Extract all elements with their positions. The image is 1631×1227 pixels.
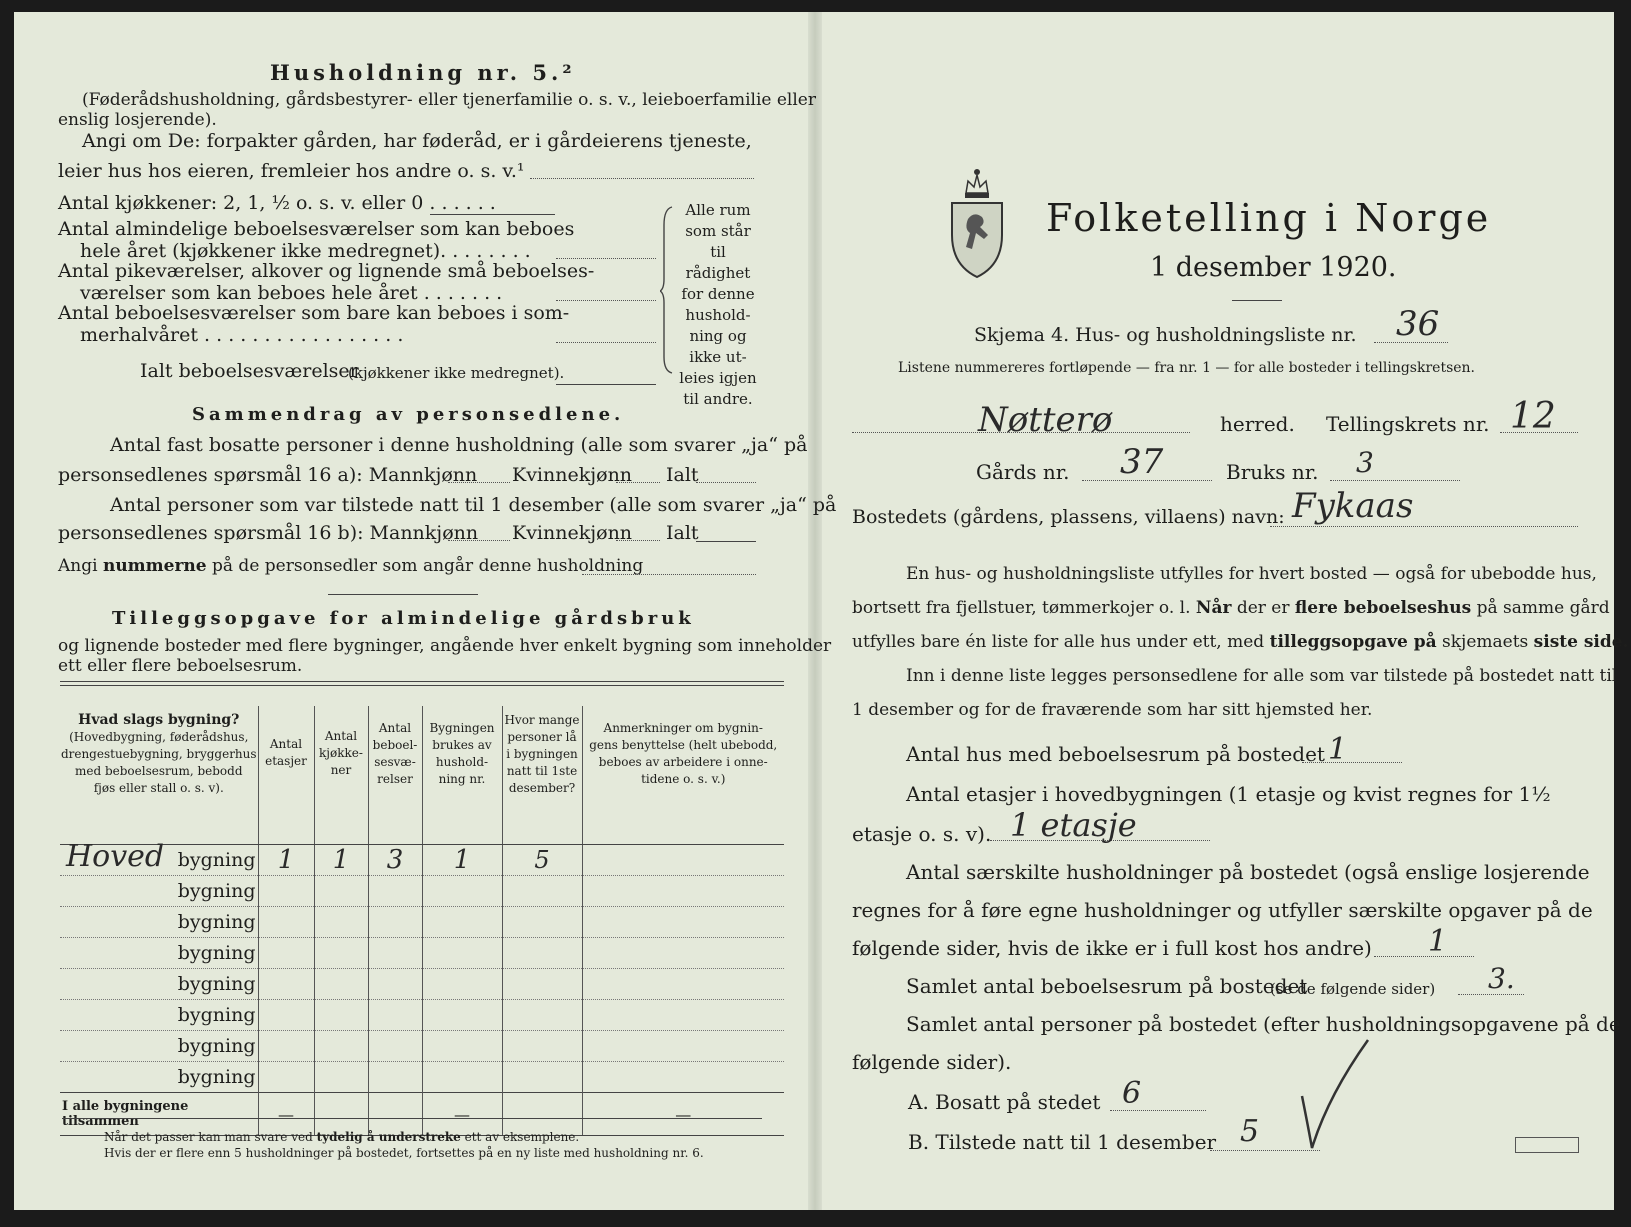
rooms-kjokkener: Antal kjøkkener: 2, 1, ½ o. s. v. eller 0 . . . . . . bbox=[58, 192, 496, 214]
col-head-line: desember? bbox=[508, 781, 576, 795]
footnote-1 bbox=[104, 1130, 579, 1144]
table-cell bbox=[582, 876, 784, 907]
total-label: I alle bygningene tilsammen bbox=[60, 1093, 258, 1136]
kvinnekjonn-a-line bbox=[616, 482, 660, 483]
col-head-etasjer bbox=[258, 706, 314, 845]
coat-of-arms-icon bbox=[946, 163, 1008, 279]
col-head-line: personer lå bbox=[507, 730, 577, 744]
info-line-2a: bortsett fra fjellstuer, tømmerkojer o. l. bbox=[852, 598, 1191, 618]
table-cell bbox=[422, 1031, 502, 1062]
col-head-building-sub: (Hovedbygning, føderådshus, bbox=[69, 730, 249, 744]
samlet-rum-note: (se de følgende sider) bbox=[1270, 980, 1436, 998]
col-head-line: Antal bbox=[324, 729, 358, 743]
building-cell: bygning bbox=[60, 876, 258, 907]
col-head-personer bbox=[502, 706, 582, 845]
printer-stamp bbox=[1515, 1137, 1579, 1153]
col-head-building-sub: drengestuebygning, bryggerhus bbox=[60, 747, 257, 761]
table-cell bbox=[258, 876, 314, 907]
table-cell bbox=[314, 1062, 368, 1093]
ialt-a-line bbox=[696, 482, 756, 483]
info-line-2 bbox=[852, 598, 1610, 618]
bruks-line bbox=[1330, 480, 1460, 481]
table-row bbox=[60, 969, 784, 1000]
building-cell bbox=[60, 839, 258, 876]
rooms-som-2: merhalvåret . . . . . . . . . . . . . . . . . bbox=[80, 324, 404, 346]
col-head-line: Bygningen bbox=[429, 721, 495, 735]
side-note-brace bbox=[660, 205, 676, 375]
samlet-rum-label: Samlet antal beboelsesrum på bostedet bbox=[906, 974, 1308, 998]
col-head-line: etasjer bbox=[265, 754, 307, 768]
info-line-2e: på samme gård bbox=[1476, 598, 1610, 618]
bosted-line bbox=[1270, 526, 1578, 527]
check-mark-icon bbox=[1298, 1036, 1378, 1156]
side-note-line: til andre. bbox=[683, 390, 753, 408]
col-head-line: relser bbox=[377, 772, 413, 786]
herred-label: herred. bbox=[1220, 412, 1295, 436]
tilstede-label: B. Tilstede natt til 1 desember bbox=[908, 1130, 1217, 1154]
samlet-pers-line-2: følgende sider). bbox=[852, 1050, 1012, 1074]
building-cell: bygning bbox=[60, 1031, 258, 1062]
total-etasjer: — bbox=[258, 1093, 314, 1136]
kvinnekjonn-a-label: Kvinnekjønn bbox=[512, 464, 633, 486]
mannkjonn-a-line bbox=[448, 482, 510, 483]
table-cell bbox=[582, 969, 784, 1000]
sarskilte-line-1: Antal særskilte husholdninger på bostedet (også enslige losjerende bbox=[906, 860, 1590, 884]
table-cell bbox=[502, 1031, 582, 1062]
table-cell bbox=[422, 938, 502, 969]
col-head-line: ner bbox=[330, 763, 352, 777]
table-row bbox=[60, 1062, 784, 1093]
col-head-building-type bbox=[60, 706, 258, 845]
table-cell bbox=[502, 876, 582, 907]
table-cell bbox=[422, 1062, 502, 1093]
col-head-vaerelser bbox=[368, 706, 422, 845]
etasjer-cell: 1 bbox=[258, 845, 314, 876]
col-head-line: hushold- bbox=[435, 755, 489, 769]
gards-value: 37 bbox=[1120, 442, 1164, 482]
table-row bbox=[60, 938, 784, 969]
table-cell bbox=[258, 938, 314, 969]
col-head-line: Antal bbox=[378, 721, 412, 735]
table-row bbox=[60, 1031, 784, 1062]
building-cell: bygning bbox=[60, 1062, 258, 1093]
table-cell bbox=[314, 907, 368, 938]
info-line-2c: der er bbox=[1236, 598, 1290, 618]
title-divider bbox=[1232, 300, 1282, 301]
table-cell bbox=[582, 1000, 784, 1031]
footnote-1a: Når det passer kan man svare ved bbox=[104, 1130, 313, 1144]
summary-line-1: Antal fast bosatte personer i denne husholdning (alle som svarer „ja“ på bbox=[110, 434, 808, 456]
bosted-label: Bostedets (gårdens, plassens, villaens) navn: bbox=[852, 506, 1285, 528]
skjema-label: Skjema 4. Hus- og husholdningsliste nr. bbox=[974, 324, 1357, 346]
intro-line-2: enslig losjerende). bbox=[58, 110, 217, 130]
building-cell: bygning bbox=[60, 938, 258, 969]
side-note-line: rådighet bbox=[685, 264, 751, 282]
rooms-alm-2: hele året (kjøkkener ikke medregnet). . . . . . . . bbox=[80, 240, 531, 262]
table-row bbox=[60, 1000, 784, 1031]
table-cell bbox=[582, 1062, 784, 1093]
bosatt-value: 6 bbox=[1122, 1076, 1142, 1111]
table-cell bbox=[422, 876, 502, 907]
hus-label: Antal hus med beboelsesrum på bostedet bbox=[906, 742, 1325, 766]
table-cell bbox=[314, 1000, 368, 1031]
table-cell bbox=[368, 1000, 422, 1031]
sarskilte-line-2: regnes for å føre egne husholdninger og utfyller særskilte opgaver på de bbox=[852, 898, 1593, 922]
table-cell bbox=[422, 969, 502, 1000]
col-head-line: tidene o. s. v.) bbox=[641, 772, 726, 786]
info-line-3b: tilleggsopgave på bbox=[1269, 632, 1437, 652]
table-cell bbox=[582, 1031, 784, 1062]
table-top-rule-1 bbox=[60, 681, 784, 682]
summary-line-2: personsedlenes spørsmål 16 a): Mannkjønn bbox=[58, 464, 478, 486]
info-line-5: 1 desember og for de fraværende som har sitt hjemsted her. bbox=[852, 700, 1373, 720]
col-head-line: Antal bbox=[269, 737, 303, 751]
col-head-line: i bygningen bbox=[506, 747, 578, 761]
rooms-ialt: Ialt beboelsesværelser bbox=[140, 360, 359, 382]
table-cell bbox=[368, 907, 422, 938]
col-head-anmerkninger bbox=[582, 706, 784, 845]
col-head-line: beboes av arbeidere i onne- bbox=[598, 755, 768, 769]
table-cell bbox=[368, 1031, 422, 1062]
side-note-line: Alle rum bbox=[685, 201, 751, 219]
table-cell bbox=[502, 938, 582, 969]
census-title: Folketelling i Norge bbox=[1046, 196, 1492, 240]
angi-nummerne bbox=[58, 556, 643, 576]
ialt-line bbox=[556, 384, 656, 385]
pike-line bbox=[556, 300, 656, 301]
liste-nr-value: 36 bbox=[1396, 304, 1440, 344]
side-note-line: leies igjen bbox=[679, 369, 757, 387]
info-line-3c: skjemaets bbox=[1442, 632, 1529, 652]
bosted-value: Fykaas bbox=[1292, 486, 1414, 526]
angi-nummerne-c: på de personsedler som angår denne husholdning bbox=[212, 556, 644, 576]
herred-value: Nøtterø bbox=[978, 400, 1113, 440]
hus-value: 1 bbox=[1328, 732, 1348, 767]
etasjer-value: 1 etasje bbox=[1010, 806, 1137, 844]
intro-line-1: (Føderådshusholdning, gårdsbestyrer- eller tjenerfamilie o. s. v., leieboerfamilie eller bbox=[82, 90, 816, 110]
table-cell bbox=[258, 969, 314, 1000]
info-line-3d: siste side. bbox=[1533, 632, 1629, 652]
col-head-husholdning bbox=[422, 706, 502, 845]
side-note bbox=[678, 200, 758, 410]
angi-answer-line bbox=[530, 178, 754, 179]
info-line-3 bbox=[852, 632, 1629, 652]
building-suffix: bygning bbox=[177, 849, 256, 871]
husholdning-cell: 1 bbox=[422, 845, 502, 876]
table-row bbox=[60, 845, 784, 876]
table-cell bbox=[368, 938, 422, 969]
summary-line-3: Antal personer som var tilstede natt til 1 desember (alle som svarer „ja“ på bbox=[110, 494, 837, 516]
angi-line-2: leier hus hos eieren, fremleier hos andre o. s. v.¹ bbox=[58, 160, 525, 182]
kjokkener-line bbox=[430, 214, 555, 215]
table-cell bbox=[258, 1062, 314, 1093]
table-row bbox=[60, 907, 784, 938]
personer-cell: 5 bbox=[502, 845, 582, 876]
building-prefix: Hoved bbox=[66, 839, 165, 874]
bruks-label: Bruks nr. bbox=[1226, 460, 1319, 484]
anmerkninger-cell bbox=[582, 845, 784, 876]
table-cell bbox=[422, 1000, 502, 1031]
table-cell bbox=[582, 907, 784, 938]
side-note-line: ikke ut- bbox=[689, 348, 747, 366]
col-head-line: kjøkke- bbox=[319, 746, 363, 760]
table-cell bbox=[314, 969, 368, 1000]
table-cell bbox=[368, 969, 422, 1000]
table-cell bbox=[502, 1062, 582, 1093]
rooms-pike-2: værelser som kan beboes hele året . . . . . . . bbox=[80, 282, 503, 304]
table-cell bbox=[258, 1031, 314, 1062]
tillegg-line-2: ett eller flere beboelsesrum. bbox=[58, 656, 303, 676]
total-husholdning: — bbox=[422, 1093, 502, 1136]
angi-line-1: Angi om De: forpakter gården, har føderåd, er i gårdeierens tjeneste, bbox=[82, 130, 752, 152]
tellingskrets-label: Tellingskrets nr. bbox=[1326, 412, 1490, 436]
table-cell bbox=[258, 1000, 314, 1031]
sarskilte-value: 1 bbox=[1428, 924, 1448, 959]
table-cell bbox=[502, 969, 582, 1000]
rooms-som-1: Antal beboelsesværelser som bare kan beboes i som- bbox=[58, 302, 570, 324]
ialt-b-label: Ialt bbox=[666, 522, 699, 544]
building-cell: bygning bbox=[60, 907, 258, 938]
side-note-line: som står til bbox=[685, 222, 751, 261]
table-cell bbox=[368, 1062, 422, 1093]
bosatt-label: A. Bosatt på stedet bbox=[908, 1090, 1101, 1114]
footnote-1c: ett av eksemplene. bbox=[464, 1130, 580, 1144]
som-line bbox=[556, 342, 656, 343]
nummereres-note: Listene nummereres fortløpende — fra nr. 1 — for alle bosteder i tellingskretsen. bbox=[898, 360, 1476, 376]
footnote-rule bbox=[62, 1118, 762, 1119]
census-date: 1 desember 1920. bbox=[1150, 252, 1397, 283]
table-cell bbox=[502, 907, 582, 938]
household-title: Husholdning nr. 5.² bbox=[270, 60, 576, 85]
side-note-line: for denne bbox=[681, 285, 755, 303]
col-head-building-sub: fjøs eller stall o. s. v). bbox=[93, 781, 224, 795]
rooms-ialt-note: (kjøkkener ikke medregnet). bbox=[348, 364, 565, 382]
kvinnekjonn-b-line bbox=[616, 540, 660, 541]
building-cell: bygning bbox=[60, 1000, 258, 1031]
gards-label: Gårds nr. bbox=[976, 460, 1070, 484]
col-head-line: gens benyttelse (helt ubebodd, bbox=[589, 738, 778, 752]
table-row bbox=[60, 876, 784, 907]
table-cell bbox=[502, 1000, 582, 1031]
sarskilte-answer-line bbox=[1374, 956, 1474, 957]
col-head-line: ning nr. bbox=[438, 772, 486, 786]
ialt-b-line bbox=[696, 541, 756, 542]
mannkjonn-b-line bbox=[448, 540, 510, 541]
info-line-4: Inn i denne liste legges personsedlene for alle som var tilstede på bostedet natt til bbox=[906, 666, 1618, 686]
etasjer-line-1: Antal etasjer i hovedbygningen (1 etasje og kvist regnes for 1½ bbox=[906, 782, 1551, 806]
col-head-line: natt til 1ste bbox=[506, 764, 578, 778]
footnote-1b: tydelig å understreke bbox=[316, 1130, 461, 1144]
table-cell bbox=[314, 876, 368, 907]
table-cell bbox=[314, 938, 368, 969]
angi-nummerne-b: nummerne bbox=[102, 556, 207, 576]
side-note-line: ning og bbox=[689, 327, 747, 345]
table-cell bbox=[368, 876, 422, 907]
tellingskrets-value: 12 bbox=[1510, 396, 1556, 437]
summary-line-4: personsedlenes spørsmål 16 b): Mannkjønn bbox=[58, 522, 479, 544]
vaerelser-cell: 3 bbox=[368, 845, 422, 876]
samlet-rum-value: 3. bbox=[1488, 962, 1515, 995]
footnote-2: Hvis der er flere enn 5 husholdninger på bostedet, fortsettes på en ny liste med husholdning nr. 6. bbox=[104, 1146, 704, 1160]
info-line-2d: flere beboelseshus bbox=[1294, 598, 1472, 618]
info-line-3a: utfylles bare én liste for alle hus under ett, med bbox=[852, 632, 1265, 652]
table-cell bbox=[582, 938, 784, 969]
table-cell bbox=[422, 907, 502, 938]
info-line-1: En hus- og husholdningsliste utfylles for hvert bosted — også for ubebodde hus, bbox=[906, 564, 1597, 584]
etasjer-line-2: etasje o. s. v). bbox=[852, 822, 992, 846]
col-head-line: Hvor mange bbox=[504, 713, 580, 727]
col-head-line: Anmerkninger om bygnin- bbox=[603, 721, 763, 735]
col-head-line: sesvæ- bbox=[374, 755, 416, 769]
summary-title: Sammendrag av personsedlene. bbox=[192, 404, 625, 425]
samlet-pers-line-1: Samlet antal personer på bostedet (efter husholdningsopgavene på de bbox=[906, 1012, 1621, 1036]
building-table bbox=[60, 706, 784, 1136]
kjokkener-cell: 1 bbox=[314, 845, 368, 876]
bruks-value: 3 bbox=[1356, 446, 1374, 479]
side-note-line: hushold- bbox=[685, 306, 751, 324]
kvinnekjonn-b-label: Kvinnekjønn bbox=[512, 522, 633, 544]
col-head-line: brukes av bbox=[432, 738, 492, 752]
table-cell bbox=[258, 907, 314, 938]
table-top-rule-2 bbox=[60, 685, 784, 686]
nummerne-line bbox=[582, 574, 756, 575]
hus-line bbox=[1302, 762, 1402, 763]
angi-nummerne-a: Angi bbox=[58, 556, 98, 576]
table-cell bbox=[314, 1031, 368, 1062]
info-line-2b: Når bbox=[1195, 598, 1232, 618]
col-head-line: beboel- bbox=[372, 738, 418, 752]
total-anmerkninger: — bbox=[582, 1093, 784, 1136]
rooms-alm-1: Antal almindelige beboelsesværelser som kan beboes bbox=[58, 218, 575, 240]
tillegg-title: Tilleggsopgave for almindelige gårdsbruk bbox=[112, 608, 695, 629]
col-head-building-title: Hvad slags bygning? bbox=[78, 712, 240, 728]
rooms-pike-1: Antal pikeværelser, alkover og lignende små beboelses- bbox=[58, 260, 595, 282]
section-divider bbox=[328, 594, 478, 595]
col-head-kjokkener bbox=[314, 706, 368, 845]
ialt-a-label: Ialt bbox=[666, 464, 699, 486]
tillegg-line-1: og lignende bosteder med flere bygninger, angående hver enkelt bygning som inneholder bbox=[58, 636, 832, 656]
tilstede-value: 5 bbox=[1240, 1114, 1260, 1149]
page-fold bbox=[808, 12, 822, 1210]
col-head-building-sub: med beboelsesrum, bebodd bbox=[74, 764, 243, 778]
alm-line bbox=[556, 258, 656, 259]
building-cell: bygning bbox=[60, 969, 258, 1000]
sarskilte-line-3: følgende sider, hvis de ikke er i full kost hos andre) bbox=[852, 936, 1372, 960]
